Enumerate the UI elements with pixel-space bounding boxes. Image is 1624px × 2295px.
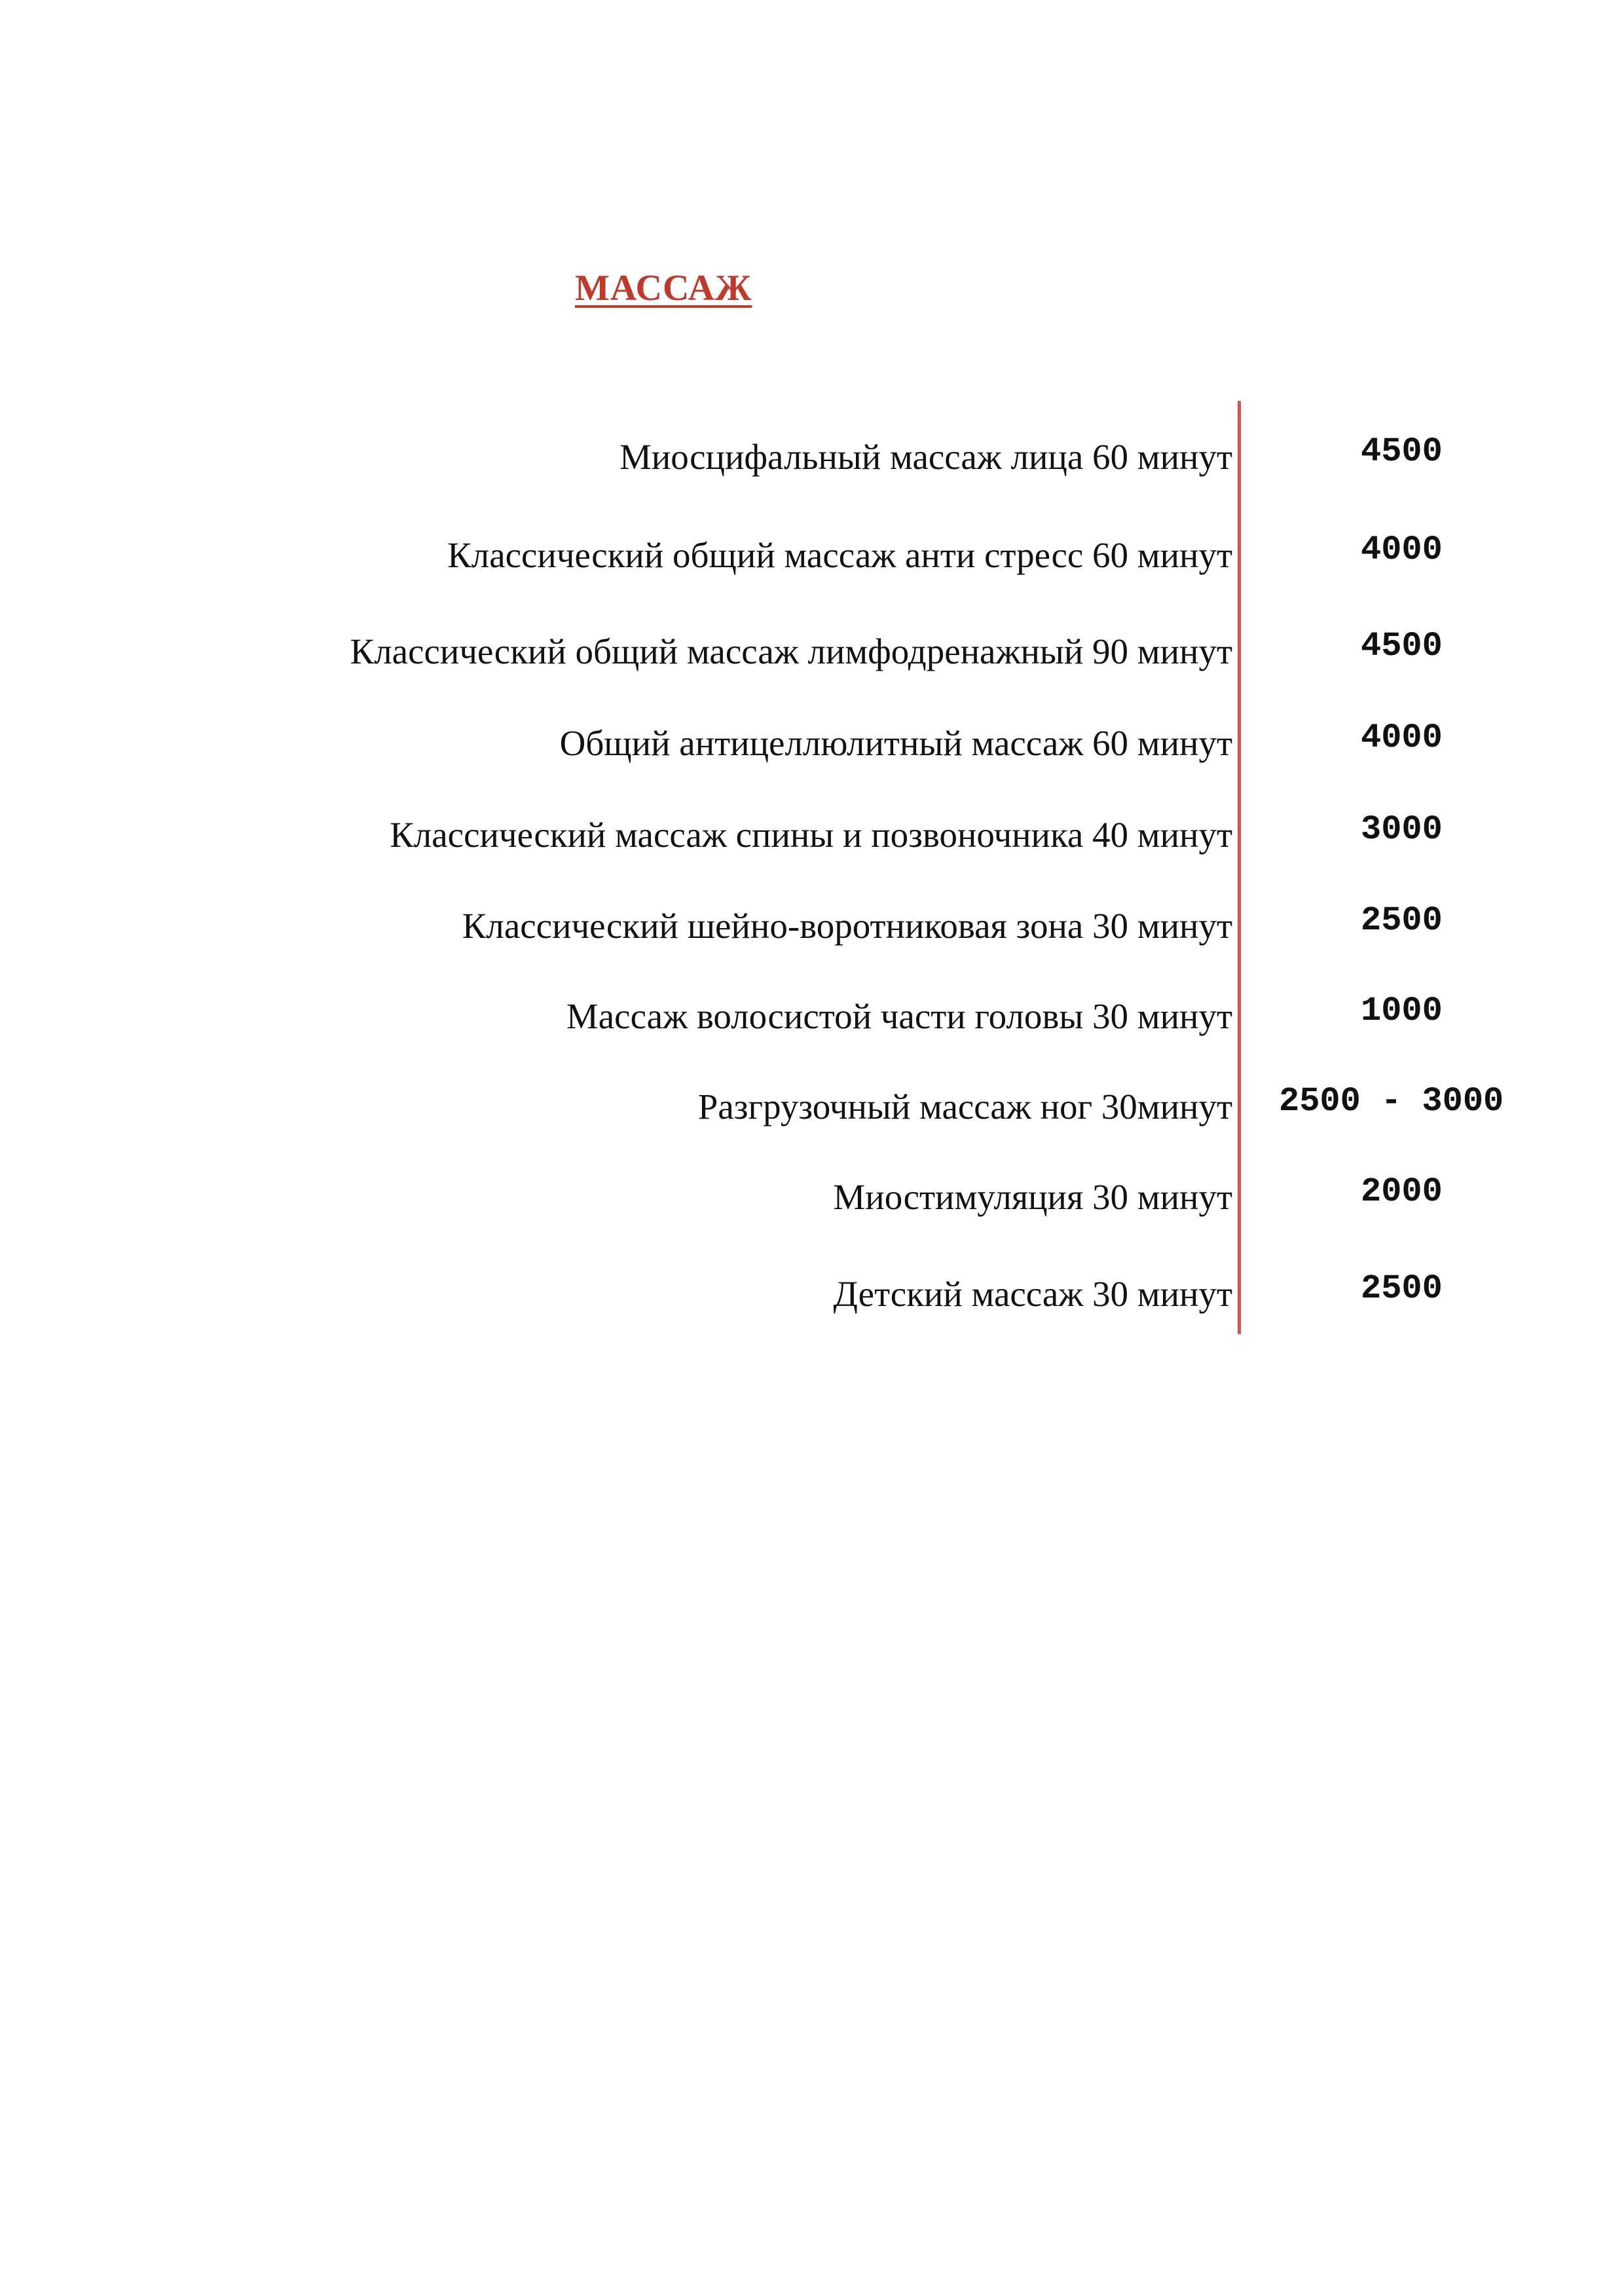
service-price: 3000 xyxy=(1361,810,1443,849)
page-title: МАССАЖ xyxy=(575,268,752,308)
service-name: Миосцифальный массаж лица 60 минут xyxy=(619,437,1232,477)
service-name: Классический шейно-воротниковая зона 30 минут xyxy=(462,906,1232,946)
service-price: 2500 - 3000 xyxy=(1279,1082,1504,1121)
service-name: Разгрузочный массаж ног 30минут xyxy=(697,1087,1232,1127)
service-price: 4500 xyxy=(1361,432,1443,471)
price-list-row xyxy=(0,1081,1624,1133)
service-price: 2500 xyxy=(1361,1269,1443,1308)
service-name: Детский массаж 30 минут xyxy=(833,1274,1232,1314)
service-price: 2000 xyxy=(1361,1172,1443,1211)
service-price: 4000 xyxy=(1361,718,1443,757)
service-name: Общий антицеллюлитный массаж 60 минут xyxy=(559,723,1232,763)
service-price: 2500 xyxy=(1361,901,1443,940)
price-list-row xyxy=(0,529,1624,582)
price-list-row xyxy=(0,625,1624,678)
service-price: 1000 xyxy=(1361,992,1443,1030)
service-price: 4000 xyxy=(1361,531,1443,569)
price-list-row xyxy=(0,1268,1624,1320)
service-name: Классический общий массаж лимфодренажный 90 минут xyxy=(350,631,1232,671)
service-name: Классический массаж спины и позвоночника 40 минут xyxy=(390,815,1232,855)
price-list-row xyxy=(0,431,1624,483)
price-list-row xyxy=(0,717,1624,770)
service-price: 4500 xyxy=(1361,627,1443,665)
service-name: Массаж волосистой части головы 30 минут xyxy=(566,996,1232,1036)
price-list-row xyxy=(0,809,1624,861)
price-list-row xyxy=(0,990,1624,1043)
price-list-row xyxy=(0,1171,1624,1223)
service-name: Классический общий массаж анти стресс 60 минут xyxy=(447,535,1232,575)
price-list-row xyxy=(0,900,1624,952)
service-name: Миостимуляция 30 минут xyxy=(833,1177,1232,1217)
